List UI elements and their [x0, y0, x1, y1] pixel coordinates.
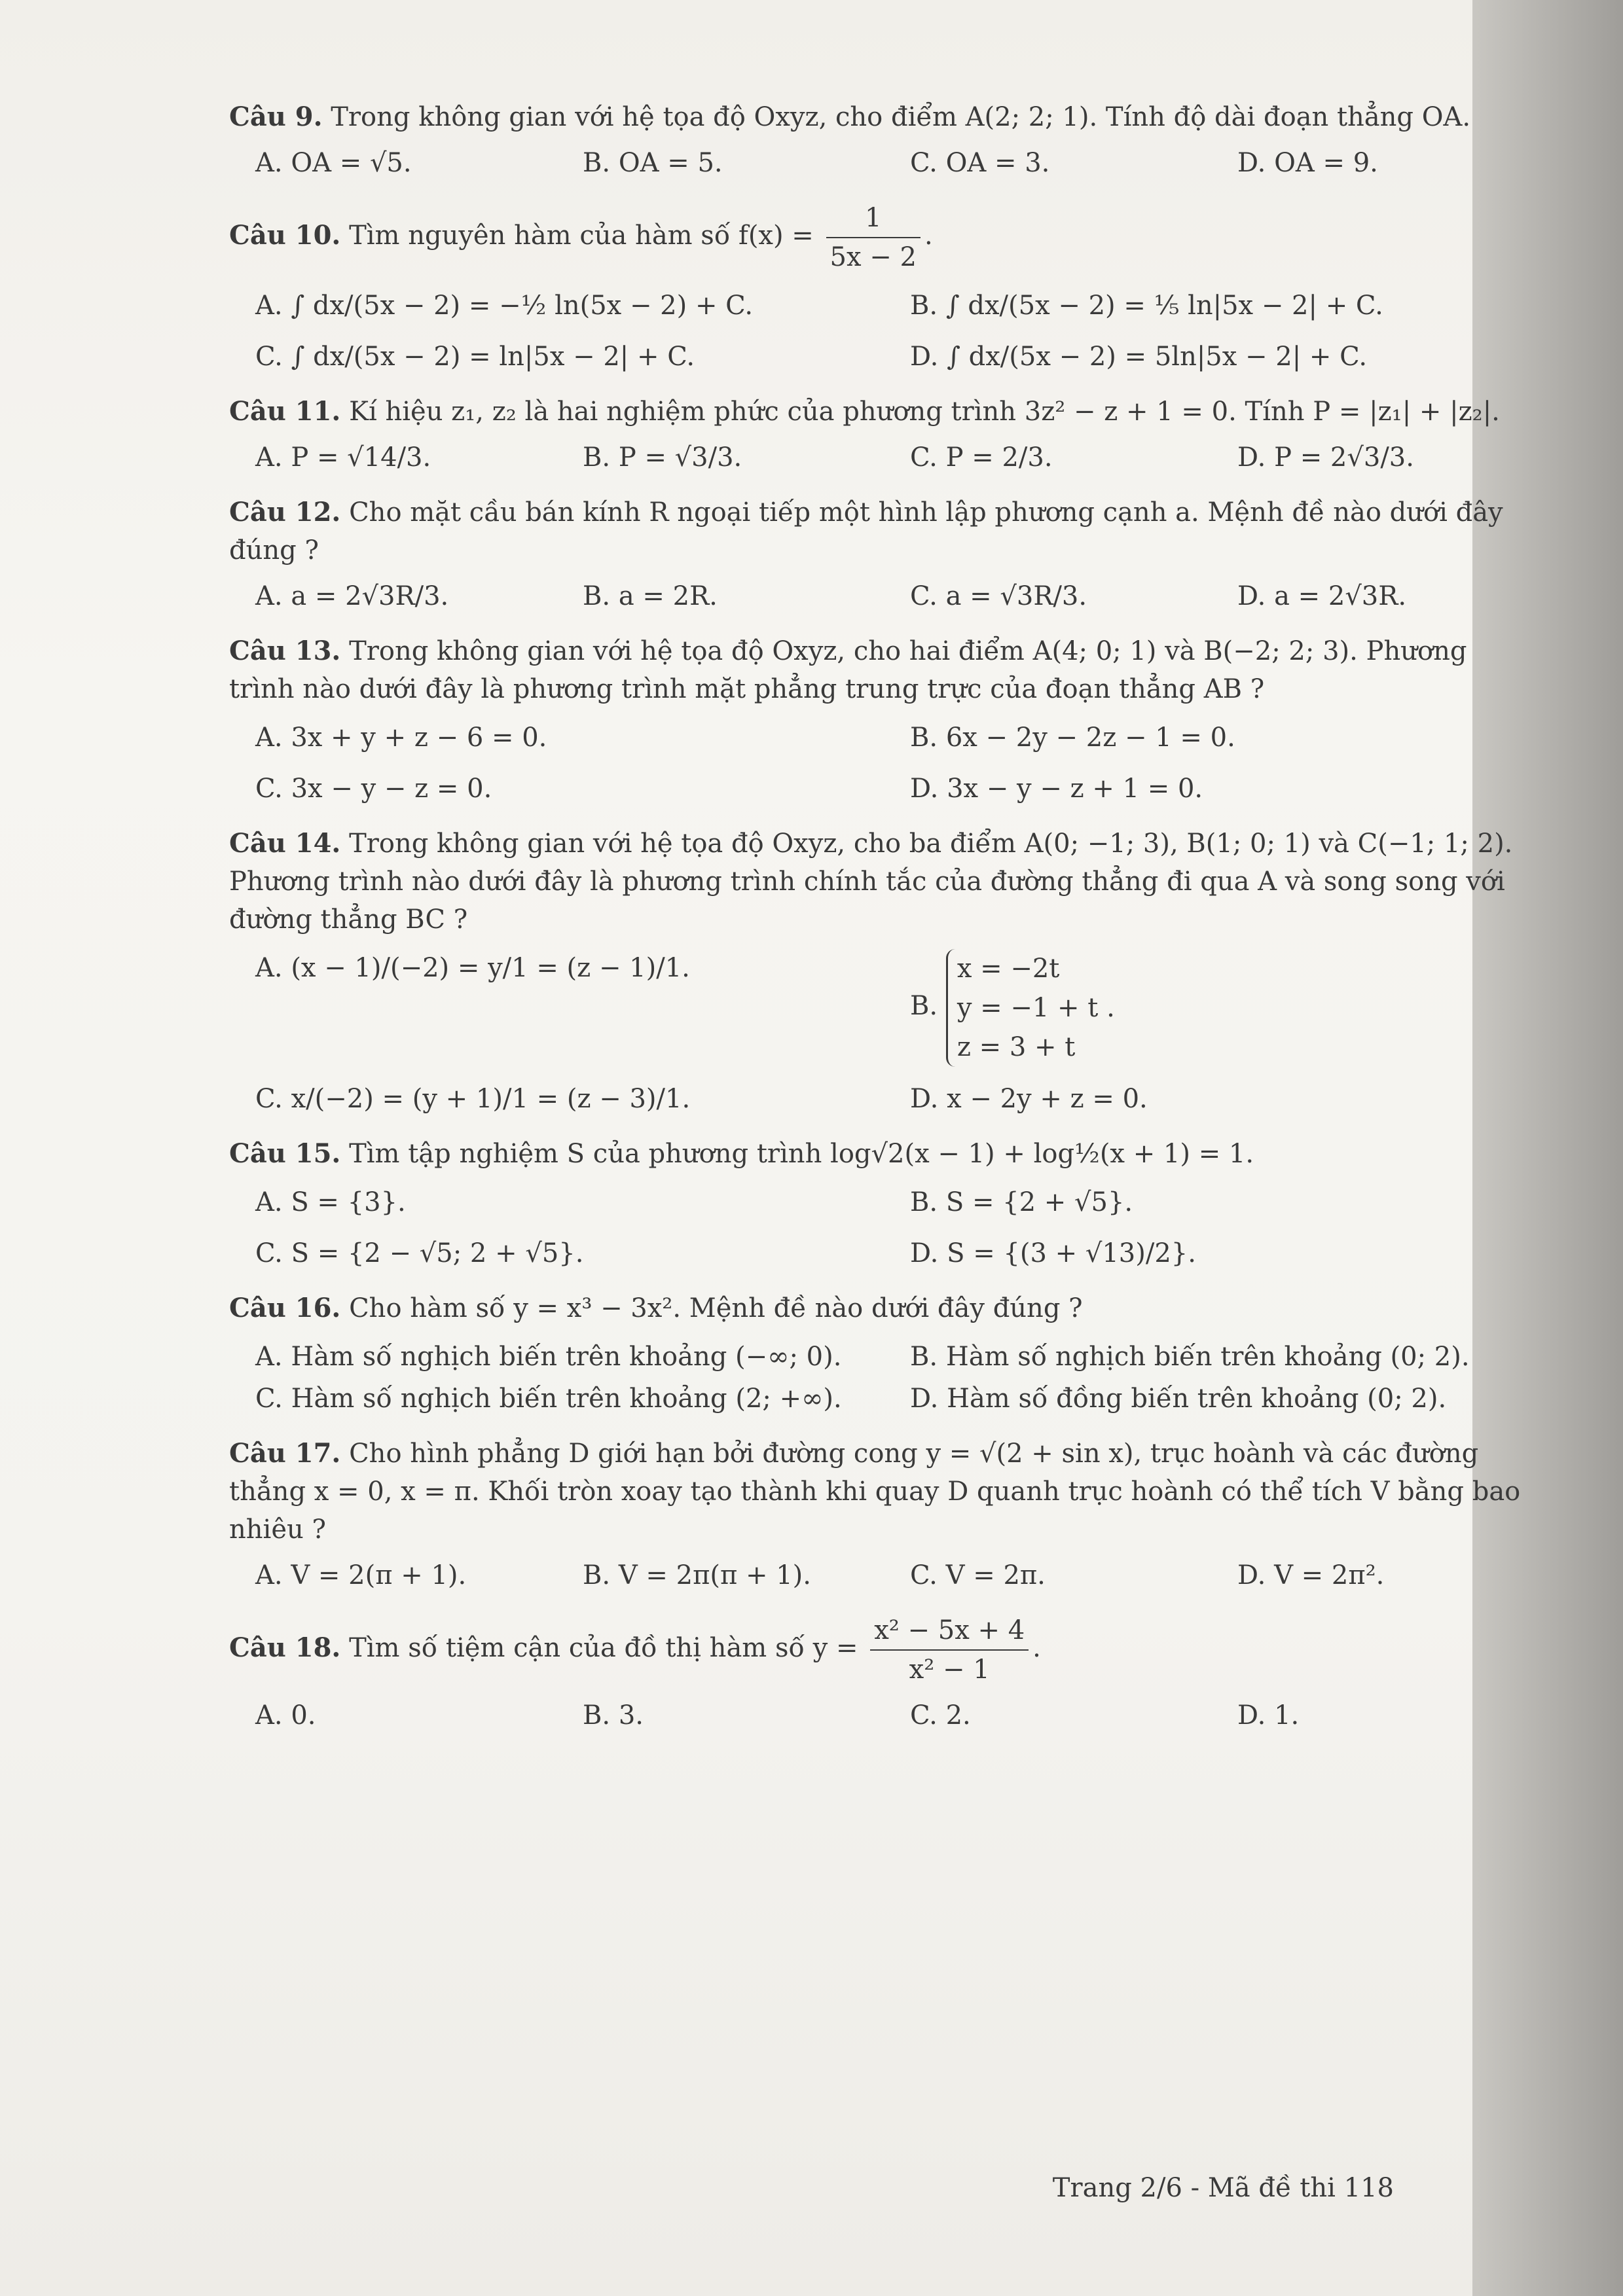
period: . [1032, 1633, 1041, 1663]
question-text: Trong không gian với hệ tọa độ Oxyz, cho hai điểm A(4; 0; 1) và B(−2; 2; 3). Phương trình nào dưới đây là phương trình mặt phẳng trung trực của đoạn thẳng AB ? [229, 636, 1467, 704]
option-b: B. 3. [583, 1700, 644, 1731]
question-18 [229, 1611, 1525, 1734]
option-b: B. S = {2 + √5}. [910, 1187, 1133, 1217]
question-text: Cho hình phẳng D giới hạn bởi đường cong y = √(2 + sin x), trục hoành và các đường thẳng x = 0, x = π. Khối tròn xoay tạo thành khi quay D quanh trục hoành có thể tích V bằng bao nhiêu ? [229, 1439, 1521, 1545]
option-c: C. 3x − y − z = 0. [255, 774, 492, 804]
question-11 [229, 393, 1525, 476]
option-c: C. V = 2π. [910, 1560, 1046, 1590]
option-c: C. Hàm số nghịch biến trên khoảng (2; +∞). [255, 1384, 842, 1414]
period: . [924, 221, 933, 251]
fraction [826, 199, 921, 276]
option-d: D. P = 2√3/3. [1237, 442, 1414, 473]
system-line-2: y = −1 + t . [957, 993, 1115, 1023]
equation-system [946, 949, 1115, 1067]
option-a: A. (x − 1)/(−2) = y/1 = (z − 1)/1. [255, 953, 690, 983]
option-b-label: B. [910, 991, 938, 1021]
option-d: D. 1. [1237, 1700, 1300, 1731]
question-text: Kí hiệu z₁, z₂ là hai nghiệm phức của phương trình 3z² − z + 1 = 0. Tính P = |z₁| + |z₂|. [349, 397, 1500, 427]
question-label: Câu 18. [229, 1632, 341, 1663]
option-d: D. ∫ dx/(5x − 2) = 5ln|5x − 2| + C. [910, 342, 1368, 372]
option-d: D. Hàm số đồng biến trên khoảng (0; 2). [910, 1384, 1447, 1414]
question-label: Câu 10. [229, 220, 341, 251]
question-17 [229, 1435, 1525, 1594]
system-line-3: z = 3 + t [957, 1032, 1076, 1062]
question-label: Câu 12. [229, 497, 341, 528]
page-footer: Trang 2/6 - Mã đề thi 118 [1052, 2173, 1394, 2203]
numerator: 1 [826, 199, 921, 238]
option-d: D. x − 2y + z = 0. [910, 1084, 1148, 1114]
question-text: Tìm số tiệm cận của đồ thị hàm số y = [349, 1633, 858, 1663]
option-b: B. 6x − 2y − 2z − 1 = 0. [910, 723, 1235, 753]
question-label: Câu 17. [229, 1438, 341, 1469]
option-c: C. a = √3R/3. [910, 581, 1087, 611]
question-text: Trong không gian với hệ tọa độ Oxyz, cho điểm A(2; 2; 1). Tính độ dài đoạn thẳng OA. [331, 102, 1471, 132]
option-b: B. a = 2R. [583, 581, 718, 611]
option-c: C. OA = 3. [910, 148, 1050, 178]
option-b [884, 949, 1539, 1067]
option-b: B. OA = 5. [583, 148, 723, 178]
option-a: A. a = 2√3R/3. [255, 581, 449, 611]
question-text: Cho mặt cầu bán kính R ngoại tiếp một hình lập phương cạnh a. Mệnh đề nào dưới đây đúng ? [229, 497, 1503, 565]
question-text: Tìm nguyên hàm của hàm số f(x) = [349, 221, 814, 251]
denominator: 5x − 2 [830, 242, 917, 272]
question-14 [229, 825, 1525, 1118]
question-label: Câu 13. [229, 636, 341, 666]
system-line-1: x = −2t [957, 954, 1060, 984]
option-a: A. P = √14/3. [255, 442, 431, 473]
option-a: A. 0. [255, 1700, 316, 1731]
question-9 [229, 98, 1525, 182]
option-b: B. V = 2π(π + 1). [583, 1560, 812, 1590]
denominator: x² − 1 [909, 1655, 990, 1685]
option-b: B. P = √3/3. [583, 442, 742, 473]
question-text: Tìm tập nghiệm S của phương trình log√2(x − 1) + log½(x + 1) = 1. [349, 1139, 1254, 1169]
option-d: D. OA = 9. [1237, 148, 1378, 178]
numerator: x² − 5x + 4 [870, 1611, 1029, 1651]
question-label: Câu 11. [229, 396, 341, 427]
question-13 [229, 632, 1525, 808]
option-a: A. V = 2(π + 1). [255, 1560, 467, 1590]
option-a: A. 3x + y + z − 6 = 0. [255, 723, 547, 753]
fraction [870, 1611, 1029, 1689]
option-c: C. 2. [910, 1700, 971, 1731]
question-label: Câu 15. [229, 1138, 341, 1169]
option-c: C. P = 2/3. [910, 442, 1053, 473]
option-d: D. V = 2π². [1237, 1560, 1385, 1590]
question-label: Câu 16. [229, 1293, 341, 1323]
option-d: D. a = 2√3R. [1237, 581, 1407, 611]
option-a: A. S = {3}. [255, 1187, 406, 1217]
question-label: Câu 9. [229, 101, 323, 132]
option-a: A. Hàm số nghịch biến trên khoảng (−∞; 0). [255, 1342, 842, 1372]
question-16 [229, 1289, 1525, 1418]
option-c: C. x/(−2) = (y + 1)/1 = (z − 3)/1. [255, 1084, 691, 1114]
question-text: Trong không gian với hệ tọa độ Oxyz, cho ba điểm A(0; −1; 3), B(1; 0; 1) và C(−1; 1; 2). Phương trình nào dưới đây là phương trình chính tắc của đường thẳng đi qua A và song song với đường thẳng BC ? [229, 829, 1513, 935]
question-10 [229, 199, 1525, 376]
option-c: C. S = {2 − √5; 2 + √5}. [255, 1238, 584, 1268]
option-a: A. ∫ dx/(5x − 2) = −½ ln(5x − 2) + C. [255, 291, 754, 321]
option-d: D. 3x − y − z + 1 = 0. [910, 774, 1203, 804]
question-text: Cho hàm số y = x³ − 3x². Mệnh đề nào dưới đây đúng ? [349, 1293, 1083, 1323]
option-c: C. ∫ dx/(5x − 2) = ln|5x − 2| + C. [255, 342, 695, 372]
question-12 [229, 493, 1525, 615]
option-a: A. OA = √5. [255, 148, 412, 178]
option-d: D. S = {(3 + √13)/2}. [910, 1238, 1196, 1268]
question-label: Câu 14. [229, 828, 341, 859]
option-b: B. Hàm số nghịch biến trên khoảng (0; 2). [910, 1342, 1470, 1372]
question-15 [229, 1135, 1525, 1272]
option-b: B. ∫ dx/(5x − 2) = ⅕ ln|5x − 2| + C. [910, 291, 1383, 321]
exam-page [229, 98, 1525, 1751]
